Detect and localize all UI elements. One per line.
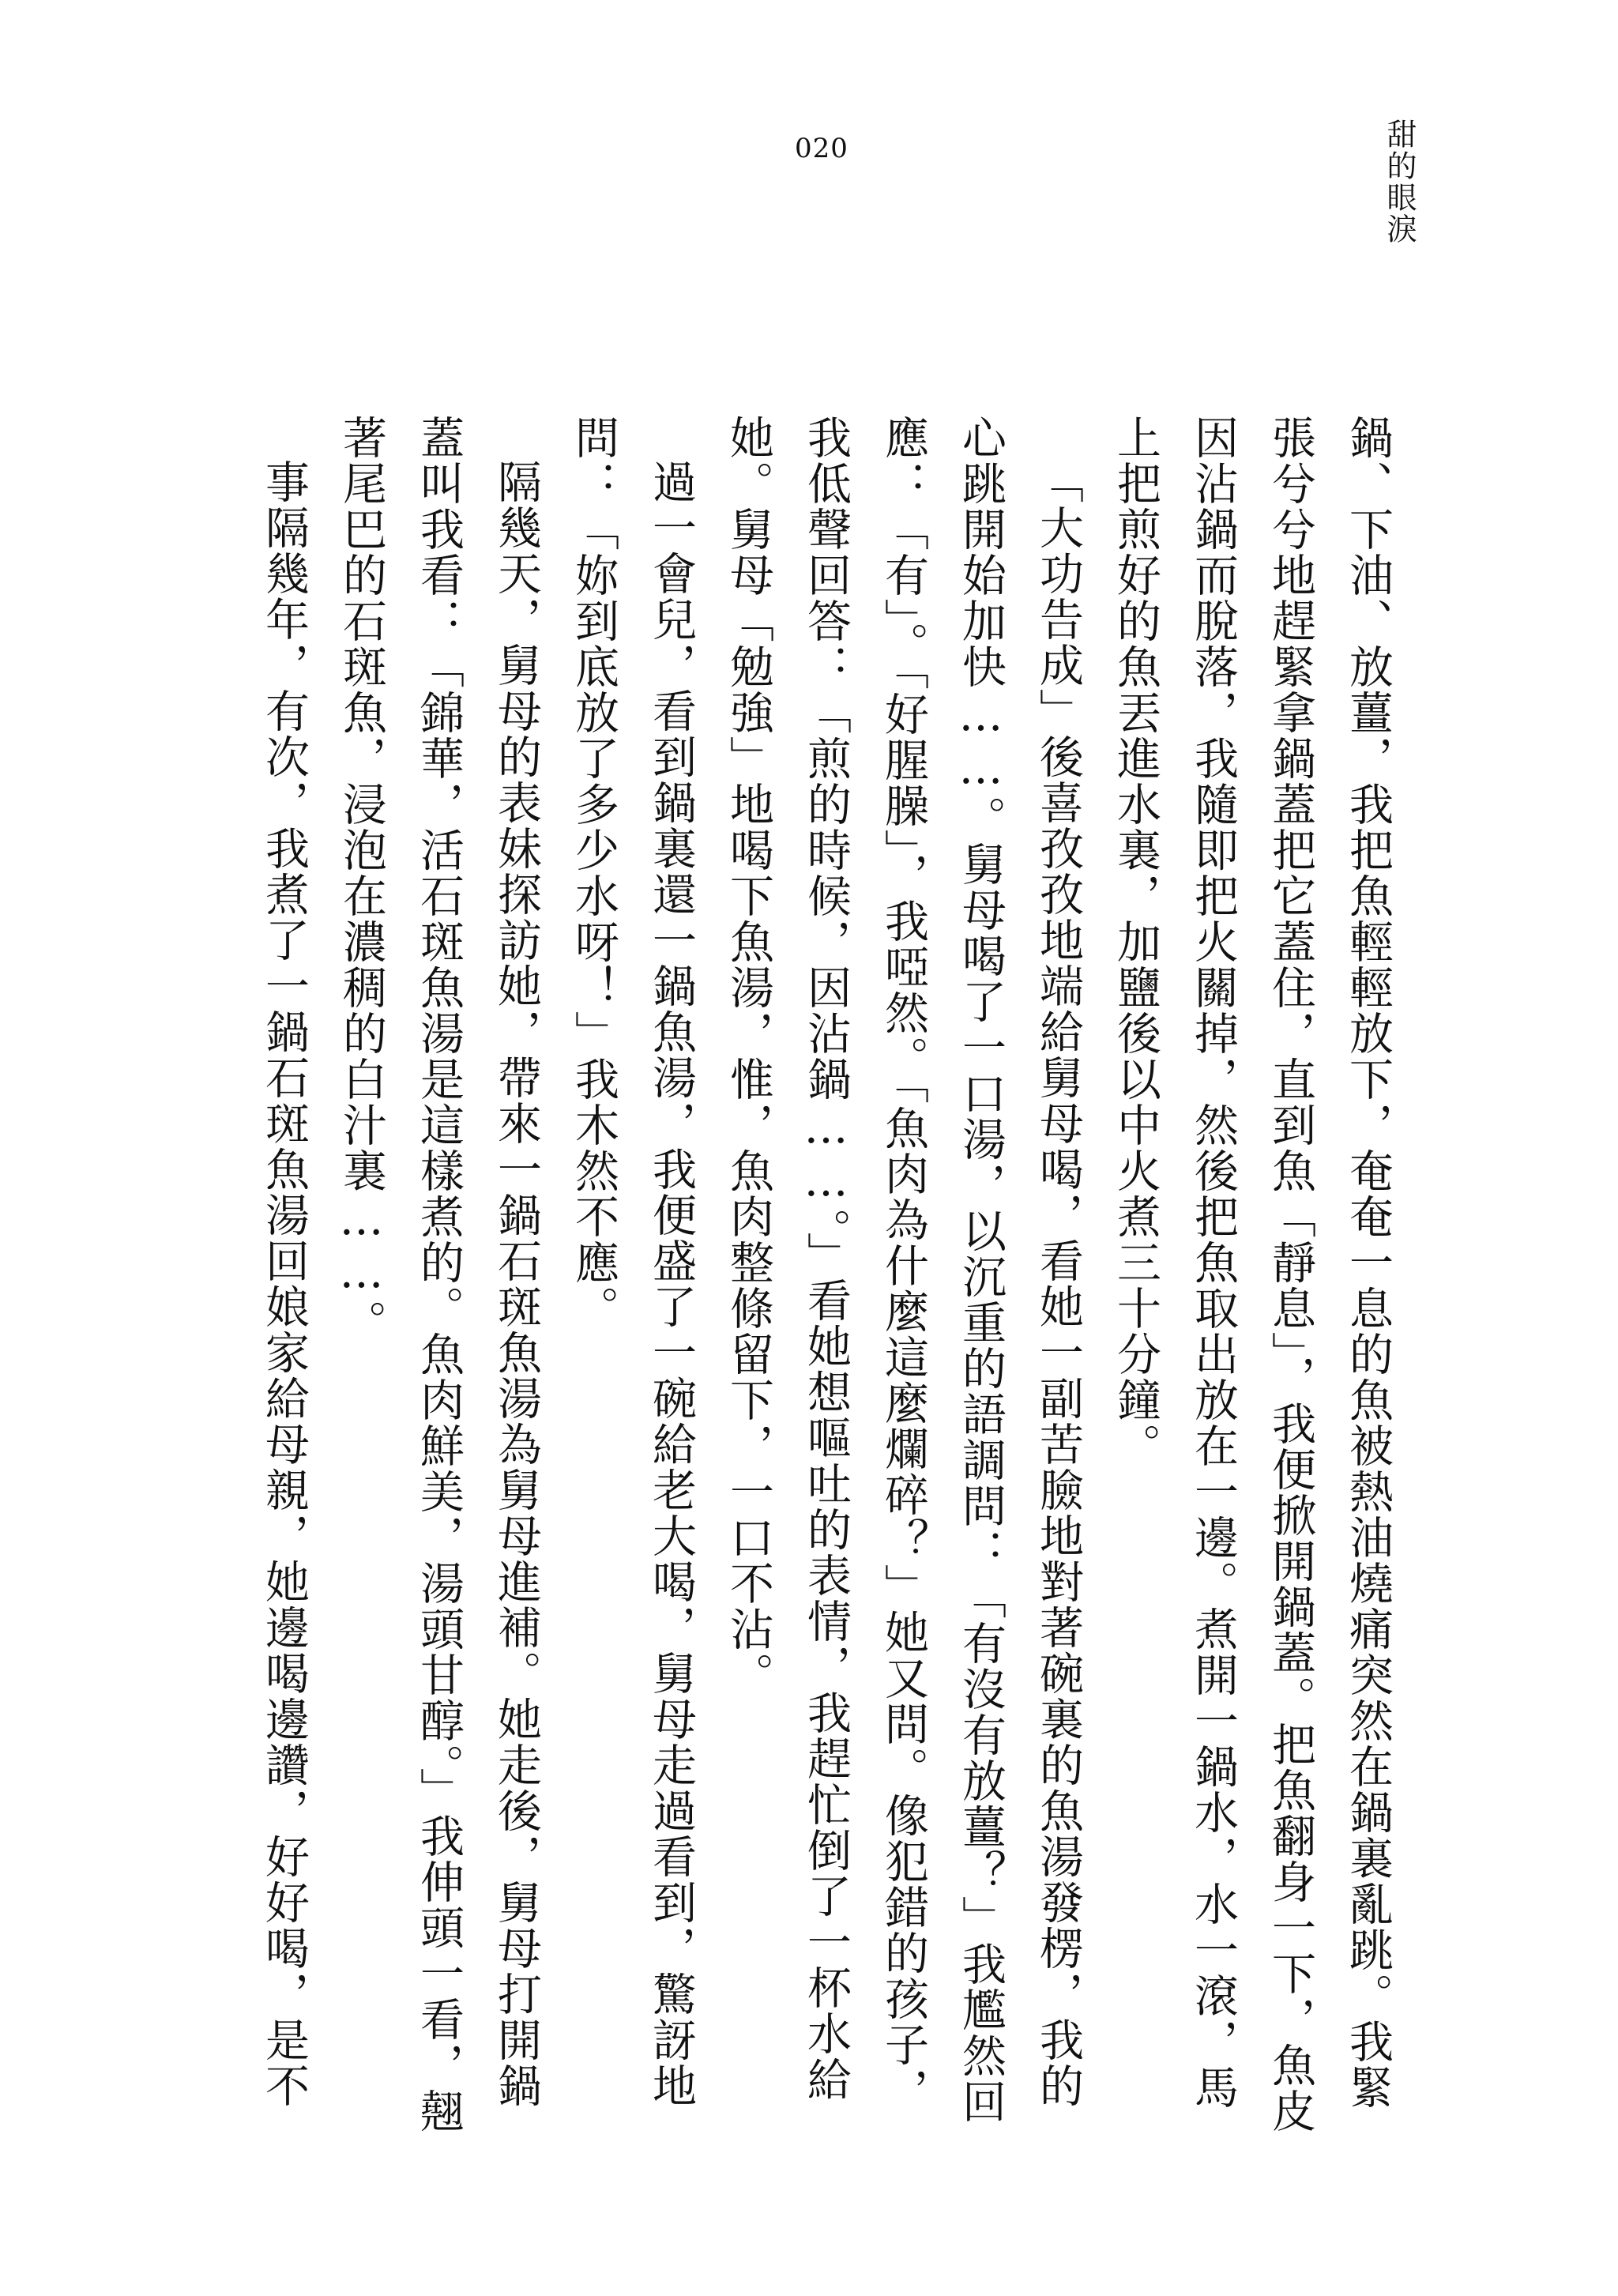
paragraph: 鍋、下油、放薑，我把魚輕輕放下，奄奄一息的魚被熱油燒痛突然在鍋裏亂跳。我緊張兮兮地趕緊拿鍋蓋把它蓋住，直到魚「靜息」，我便掀開鍋蓋。把魚翻身一下，魚皮因沾鍋而脫落，我隨即把火關掉，然後把魚取出放在一邊。煮開一鍋水，水一滾，馬上把煎好的魚丟進水裏，加鹽後以中火煮三十分鐘。 — [1110, 415, 1394, 2134]
page-number: 020 — [795, 133, 849, 164]
paragraph: 事隔幾年，有次，我煮了一鍋石斑魚湯回娘家給母親，她邊喝邊讚，好好喝，是不 — [258, 459, 310, 2109]
paragraph: 隔幾天，舅母的表妹探訪她，帶來一鍋石斑魚湯為舅母進補。她走後，舅母打開鍋蓋叫我看：「錦華，活石斑魚湯是這樣煮的。魚肉鮮美，湯頭甘醇。」我伸頭一看，翹著尾巴的石斑魚，浸泡在濃稠的白汁裏……。 — [336, 415, 542, 2134]
paragraph: 過一會兒，看到鍋裏還一鍋魚湯，我便盛了一碗給老大喝，舅母走過看到，驚訝地問：「妳到底放了多少水呀！」我木然不應。 — [568, 415, 697, 2109]
running-title: 甜的眼淚 — [1382, 119, 1417, 245]
body-text — [237, 415, 1406, 2137]
paragraph: 「大功告成」後喜孜孜地端給舅母喝，看她一副苦臉地對著碗裏的魚湯發楞，我的心跳開始加快……。舅母喝了一口湯，以沉重的語調問：「有沒有放薑？」我尷然回應：「有」。「好腥臊」，我啞然。「魚肉為什麼這麼爛碎？」她又問。像犯錯的孩子，我低聲回答：「煎的時候，因沾鍋……。」看她想嘔吐的表情，我趕忙倒了一杯水給她。舅母「勉強」地喝下魚湯，惟，魚肉整條留下，一口不沾。 — [723, 415, 1084, 2125]
